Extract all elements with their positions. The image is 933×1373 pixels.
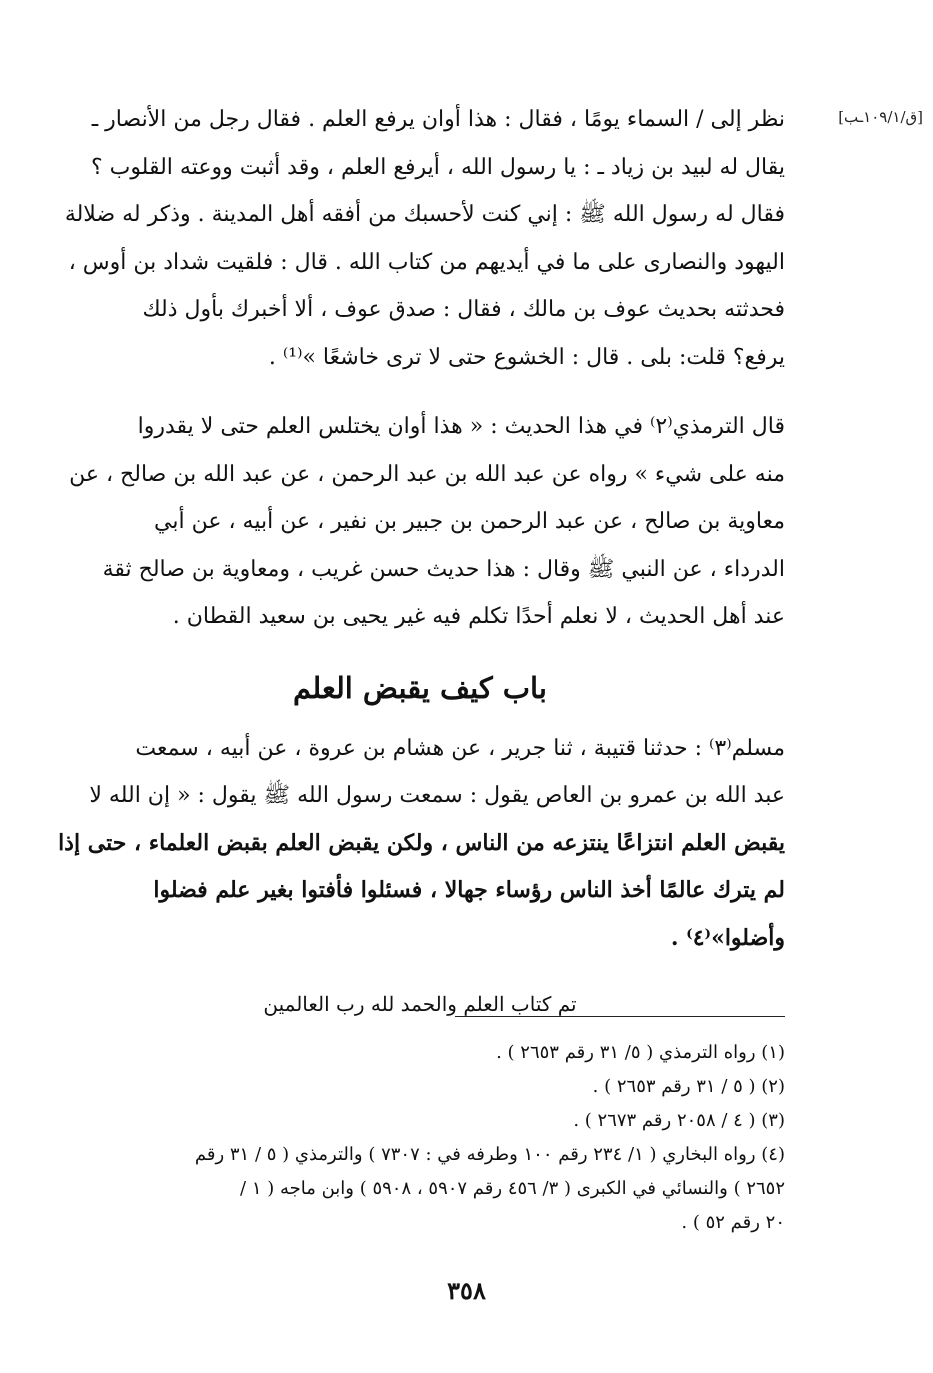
- page-number: ٣٥٨: [447, 1276, 486, 1305]
- text-line: عبد الله بن عمرو بن العاص يقول : سمعت رسول الله ﷺ يقول : « إن الله لا: [89, 783, 785, 808]
- paragraph-3: [55, 725, 785, 963]
- footnotes: [45, 1036, 785, 1240]
- main-text: [55, 96, 785, 1024]
- closing-line: تم كتاب العلم والحمد لله رب العالمين: [263, 992, 577, 1016]
- text-line: فحدثته بحديث عوف بن مالك ، فقال : صدق عوف ، ألا أخبرك بأول ذلك: [142, 297, 785, 322]
- footnote-separator: [455, 1016, 785, 1017]
- text-line: اليهود والنصارى على ما في أيديهم من كتاب الله . قال : فلقيت شداد بن أوس ،: [68, 249, 785, 275]
- text-line: قال الترمذي⁽٢⁾ في هذا الحديث : « هذا أوان يختلس العلم حتى لا يقدروا: [137, 414, 785, 439]
- footnote: (٤) رواه البخاري ( ١/ ٢٣٤ رقم ١٠٠ وطرفه في : ٧٣٠٧ ) والترمذي ( ٥ / ٣١ رقم: [194, 1144, 785, 1165]
- footnote: (٣) ( ٤ / ٢٠٥٨ رقم ٢٦٧٣ ) .: [573, 1110, 785, 1131]
- paragraph-2: [55, 403, 785, 641]
- text-line: يقبض العلم انتزاعًا ينتزعه من الناس ، ولكن يقبض العلم بقبض العلماء ، حتى إذا: [58, 829, 785, 856]
- manuscript-margin-note: [ق/١٠٩/١ـب]: [838, 108, 923, 126]
- text-line: وأضلوا»⁽٤⁾ .: [670, 924, 785, 951]
- footnote: (٢) ( ٥ / ٣١ رقم ٢٦٥٣ ) .: [592, 1076, 785, 1097]
- chapter-heading: باب كيف يقبض العلم: [293, 670, 547, 705]
- text-line: فقال له رسول الله ﷺ : إني كنت لأحسبك من أفقه أهل المدينة . وذكر له ضلالة: [64, 202, 785, 227]
- footnote: ٢٠ رقم ٥٢ ) .: [681, 1212, 785, 1233]
- text-line: عند أهل الحديث ، لا نعلم أحدًا تكلم فيه غير يحيى بن سعيد القطان .: [172, 604, 785, 629]
- text-line: يقال له لبيد بن زياد ـ : يا رسول الله ، أيرفع العلم ، وقد أثبت ووعته القلوب ؟: [90, 154, 785, 180]
- text-line: لم يترك عالمًا أخذ الناس رؤساء جهالا ، فسئلوا فأفتوا بغير علم فضلوا: [153, 877, 785, 903]
- footnote: (١) رواه الترمذي ( ٥/ ٣١ رقم ٢٦٥٣ ) .: [496, 1042, 785, 1063]
- text-line: منه على شيء » رواه عن عبد الله بن عبد الرحمن ، عن عبد الله بن صالح ، عن: [69, 461, 785, 487]
- text-line: نظر إلى / السماء يومًا ، فقال : هذا أوان يرفع العلم . فقال رجل من الأنصار ـ: [91, 107, 785, 132]
- text-line: الدرداء ، عن النبي ﷺ وقال : هذا حديث حسن غريب ، ومعاوية بن صالح ثقة: [102, 556, 785, 582]
- paragraph-1: [55, 96, 785, 381]
- text-line: معاوية بن صالح ، عن عبد الرحمن بن جبير بن نفير ، عن أبيه ، عن أبي: [154, 509, 785, 534]
- text-line: يرفع؟ قلت: بلى . قال : الخشوع حتى لا ترى خاشعًا »⁽¹⁾ .: [268, 344, 785, 370]
- footnote: ٢٦٥٢ ) والنسائي في الكبرى ( ٣/ ٤٥٦ رقم ٥٩٠٧ ، ٥٩٠٨ ) وابن ماجه ( ١ /: [240, 1178, 785, 1199]
- text-line: مسلم⁽٣⁾ : حدثنا قتيبة ، ثنا جرير ، عن هشام بن عروة ، عن أبيه ، سمعت: [135, 735, 785, 761]
